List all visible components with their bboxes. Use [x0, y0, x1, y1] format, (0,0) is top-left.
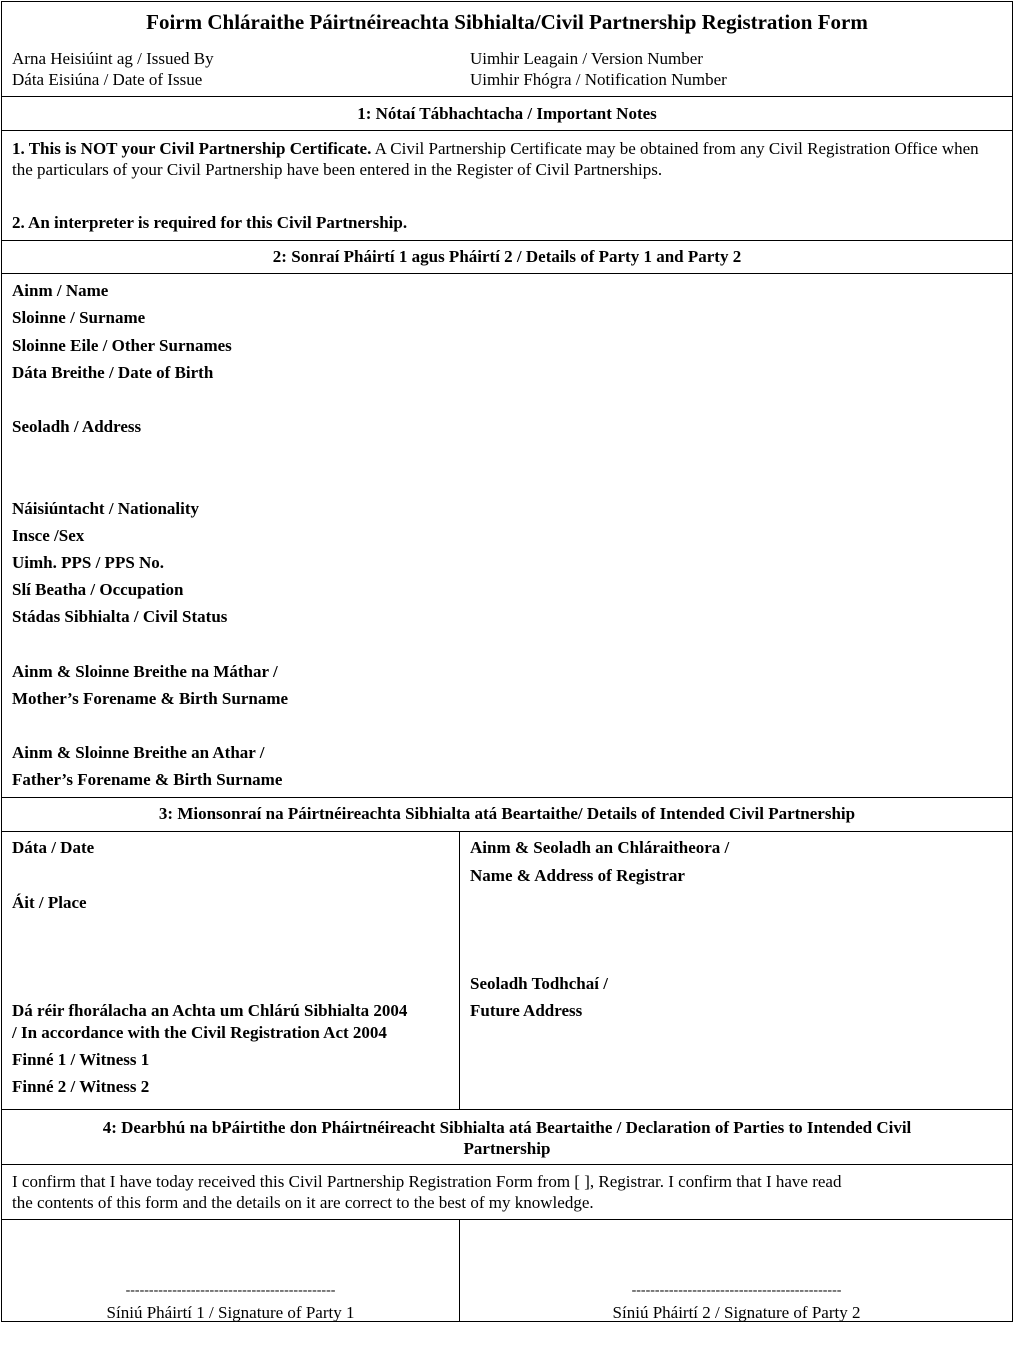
- page-title: Foirm Chláraithe Páirtnéireachta Sibhialta/Civil Partnership Registration Form: [146, 10, 868, 34]
- witness1-label: Finné 1 / Witness 1: [12, 1050, 150, 1069]
- surname-label: Sloinne / Surname: [12, 308, 146, 327]
- issued-by-label: Arna Heisiúint ag / Issued By: [12, 49, 214, 68]
- date-label: Dáta / Date: [12, 838, 95, 857]
- mother-label-english: Mother’s Forename & Birth Surname: [12, 689, 289, 708]
- section1-heading: 1: Nótaí Tábhachtacha / Important Notes: [357, 104, 657, 123]
- sex-label: Insce /Sex: [12, 526, 85, 545]
- section2-heading: 2: Sonraí Pháirtí 1 agus Pháirtí 2 / Details of Party 1 and Party 2: [272, 247, 742, 266]
- confirmation-line2: the contents of this form and the details on it are correct to the best of my knowledge.: [12, 1193, 594, 1212]
- divider: [2, 831, 1012, 832]
- notification-number-label: Uimhir Fhógra / Notification Number: [470, 70, 727, 89]
- note1: [12, 138, 1002, 180]
- civil-status-label: Stádas Sibhialta / Civil Status: [12, 607, 228, 626]
- note2: 2. An interpreter is required for this Civil Partnership.: [12, 213, 408, 232]
- note1-text: A Civil Partnership Certificate may be obtained from any Civil Registration Office when the particulars of your Civil Partnership have been entered in the Register of Civil Partnerships.: [12, 139, 979, 179]
- father-label-english: Father’s Forename & Birth Surname: [12, 770, 283, 789]
- address-label: Seoladh / Address: [12, 417, 142, 436]
- section4-heading-line1: 4: Dearbhú na bPáirtithe don Pháirtnéireacht Sibhialta atá Beartaithe / Declaration of Parties to Intended Civil: [102, 1118, 912, 1137]
- registrar-label-irish: Ainm & Seoladh an Chláraitheora /: [470, 838, 730, 857]
- divider: [2, 1109, 1012, 1110]
- nationality-label: Náisiúntacht / Nationality: [12, 499, 200, 518]
- signature-line-party2: ---------------------------------------------: [631, 1283, 842, 1298]
- divider: [2, 96, 1012, 97]
- father-label-irish: Ainm & Sloinne Breithe an Athar /: [12, 743, 265, 762]
- registration-form: [1, 1, 1013, 1322]
- place-label: Áit / Place: [12, 893, 87, 912]
- other-surnames-label: Sloinne Eile / Other Surnames: [12, 336, 232, 355]
- witness2-label: Finné 2 / Witness 2: [12, 1077, 150, 1096]
- date-of-issue-label: Dáta Eisiúna / Date of Issue: [12, 70, 203, 89]
- section4-heading-line2: Partnership: [463, 1139, 551, 1158]
- signature-line-party1: ---------------------------------------------: [125, 1283, 336, 1298]
- act-label-irish: Dá réir fhorálacha an Achta um Chlárú Sibhialta 2004: [12, 1001, 408, 1020]
- divider: [2, 273, 1012, 274]
- divider: [2, 130, 1012, 131]
- divider: [2, 1219, 1012, 1220]
- name-label: Ainm / Name: [12, 281, 109, 300]
- column-divider: [459, 831, 460, 1109]
- occupation-label: Slí Beatha / Occupation: [12, 580, 184, 599]
- divider: [2, 797, 1012, 798]
- future-address-label-english: Future Address: [470, 1001, 583, 1020]
- confirmation-line1: I confirm that I have today received this Civil Partnership Registration Form from [ ], Registrar. I confirm that I have read: [12, 1172, 842, 1191]
- note1-bold: 1. This is NOT your Civil Partnership Certificate.: [12, 139, 372, 158]
- future-address-label-irish: Seoladh Todhchaí /: [470, 974, 608, 993]
- mother-label-irish: Ainm & Sloinne Breithe na Máthar /: [12, 662, 278, 681]
- registrar-label-english: Name & Address of Registrar: [470, 866, 685, 885]
- signature-caption-party1: Síniú Pháirtí 1 / Signature of Party 1: [106, 1303, 355, 1322]
- date-of-birth-label: Dáta Breithe / Date of Birth: [12, 363, 214, 382]
- version-number-label: Uimhir Leagain / Version Number: [470, 49, 703, 68]
- section4-heading: [2, 1117, 1012, 1159]
- divider: [2, 1164, 1012, 1165]
- act-label-english: / In accordance with the Civil Registration Act 2004: [12, 1023, 387, 1042]
- pps-label: Uimh. PPS / PPS No.: [12, 553, 165, 572]
- divider: [2, 240, 1012, 241]
- signature-caption-party2: Síniú Pháirtí 2 / Signature of Party 2: [612, 1303, 861, 1322]
- section3-heading: 3: Mionsonraí na Páirtnéireachta Sibhialta atá Beartaithe/ Details of Intended Civil Partnership: [158, 804, 856, 823]
